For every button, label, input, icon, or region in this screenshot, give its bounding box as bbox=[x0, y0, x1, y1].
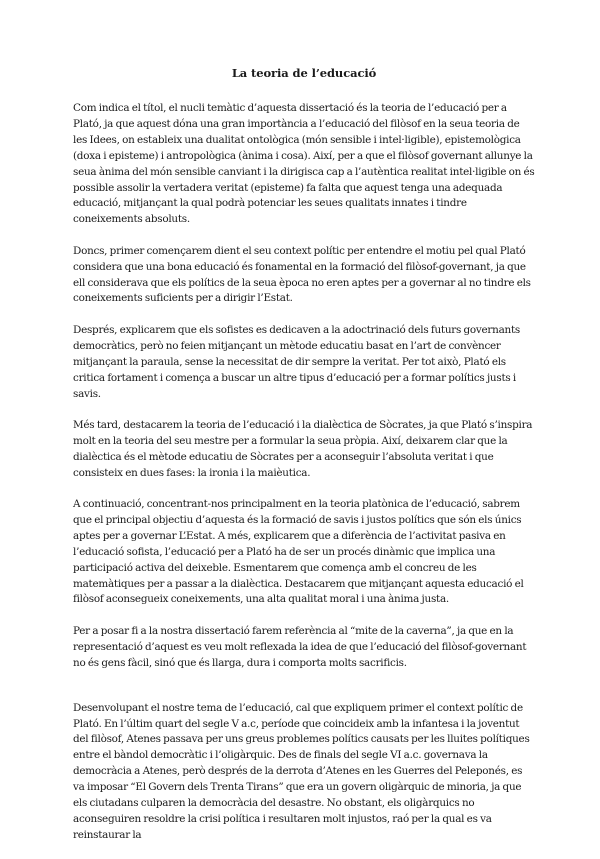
paragraph-development: Desenvolupant el nostre tema de l’educació, cal que expliquem primer el context polític de Plató. En l’últim quart del segle V a.c, període que coincideix amb la infantesa i la joventut del filòsof, Atenes passava per uns greus problemes polítics causats per les lluites polítiques entre el bàndol democràtic i l’oligàrquic. Des de finals del segle VI a.c. governava la democràcia a Atenes, però després de la derrota d’Atenes en les Guerres del Peleponés, es va imposar “El Govern dels Trenta Tirans” que era un govern oligàrquic de minoria, ja que els ciutadans culparen la democràcia del desastre. No obstant, els oligàrquics no aconseguiren resoldre la crisi política i resultaren molt injustos, raó per la qual es va reinstaurar la bbox=[73, 701, 530, 841]
document-title: La teoria de l’educació bbox=[231, 66, 377, 80]
document-page bbox=[73, 66, 535, 859]
paragraph-socrates: Més tard, destacarem la teoria de l’educació i la dialèctica de Sòcrates, ja que Plató s’inspira molt en la teoria del seu mestre per a formular la seua pròpia. Així, deixarem clar que la dialèctica és el mètode educatiu de Sòcrates per a aconseguir l’absoluta veritat i que consisteix en dues fases: la ironia i la maièutica. bbox=[73, 418, 533, 479]
paragraph-introduction: Com indica el títol, el nucli temàtic d’aquesta dissertació és la teoria de l’educació per a Plató, ja que aquest dóna una gran importància a l’educació del filòsof en la seua teoria de les Idees, on estableix una dualitat ontològica (món sensible i intel·ligible), epistemològica (doxa i episteme) i antropològica (ànima i cosa). Així, per a que el filòsof governant allunye la seua ànima del món sensible canviant i la dirigisca cap a l’autèntica realitat intel·ligible on és possible assolir la vertadera veritat (episteme) fa falta que aquest tenga una adequada educació, mitjançant la qual podrà potenciar les seues qualitats innates i tindre coneixements absoluts. bbox=[73, 102, 535, 226]
paragraph-political-context-intro: Doncs, primer començarem dient el seu context polític per entendre el motiu pel qual Plató considera que una bona educació és fonamental en la formació del filòsof-governant, ja que ell considerava que els polítics de la seua època no eren aptes per a governar al no tindre els coneixements suficients per a dirigir l’Estat. bbox=[73, 244, 531, 305]
paragraph-platonic-education: A continuació, concentrant-nos principalment en la teoria platònica de l’educació, sabrem que el principal objectiu d’aquesta és la formació de savis i justos polítics que són els únics aptes per a governar L’Estat. A més, explicarem que a diferència de l’activitat pasiva en l’educació sofista, l’educació per a Plató ha de ser un procés dinàmic que implica una participació activa del deixeble. Esmentarem que comença amb el concreu de les matemàtiques per a passar a la dialèctica. Destacarem que mitjançant aquesta educació el filòsof aconsegueix coneixements, una alta qualitat moral i una ànima justa. bbox=[73, 498, 524, 606]
paragraph-cave-myth: Per a posar fi a la nostra dissertació farem referència al “mite de la caverna”, ja que en la representació d’aquest es veu molt reflexada la idea de que l’educació del filòsof-governant no és gens fàcil, sinó que és llarga, dura i comporta molts sacrificis. bbox=[73, 624, 527, 669]
paragraph-sophists: Després, explicarem que els sofistes es dedicaven a la adoctrinació dels futurs governants democràtics, però no feien mitjançant un mètode educatiu basat en l’art de convèncer mitjançant la paraula, sense la necessitat de dir sempre la veritat. Per tot això, Plató els critica fortament i comença a buscar un altre tipus d’educació per a formar polítics justs i savis. bbox=[73, 323, 520, 400]
